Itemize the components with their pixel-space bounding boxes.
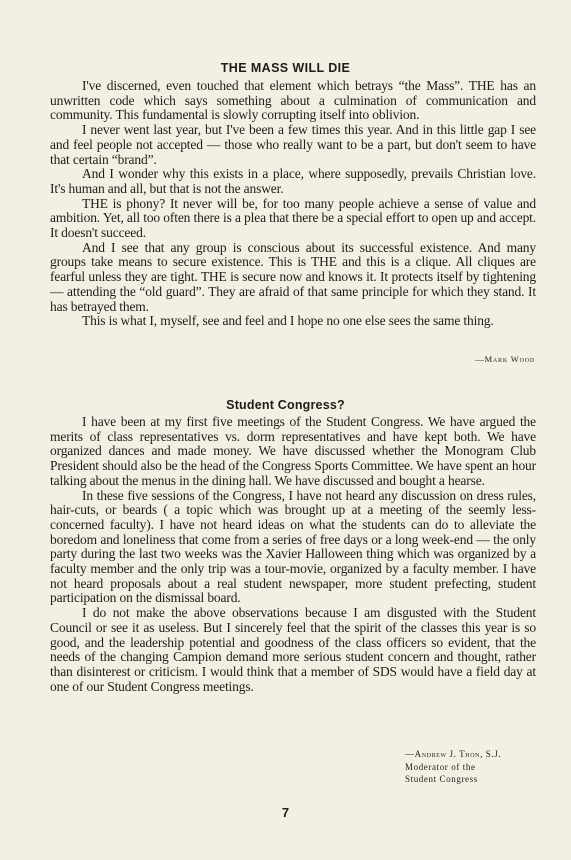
paragraph: And I see that any group is conscious about its successful existence. And many groups take means to secure existence. This is THE and this is a clique. All cliques are fearful unless they are tight. THE is secure now and knows it. It protects itself by tightening — attending the “old guard”. They are afraid of that same principle for which they stand. It has betrayed them. bbox=[50, 239, 536, 314]
paragraph: I do not make the above observations because I am disgusted with the Student Council or see it as useless. But I sincerely feel that the spirit of the classes this year is so good, and the leadership potential and goodness of the class officers so evident, that the needs of the changing Campion demand more serious student concern and thought, rather than disinterest or criticism. I would think that a member of SDS would have a field day at one of our Student Congress meetings. bbox=[50, 605, 536, 694]
article-body-student-congress bbox=[50, 415, 536, 694]
article-body-mass-will-die bbox=[50, 79, 536, 329]
paragraph: This is what I, myself, see and feel and I hope no one else sees the same thing. bbox=[82, 313, 494, 329]
signature-name: —Andrew J. Thon, S.J. bbox=[405, 749, 502, 759]
paragraph: In these five sessions of the Congress, I have not heard any discussion on dress rules, hair-cuts, or beards ( a topic which was brought up at a meeting of the seemly less-concerned faculty). I have not heard ideas on what the students can do to alleviate the boredom and loneliness that come from a series of free days or a long week-end — the only party during the last two weeks was the Xavier Halloween thing which was organized by a faculty member and the only trip was a tour-movie, organized by a faculty member. I have not heard proposals about a real student newspaper, more student prefecting, student participation on the dismissal board. bbox=[50, 487, 536, 606]
author-signature-andrew-thon bbox=[405, 748, 501, 786]
paragraph: THE is phony? It never will be, for too many people achieve a sense of value and ambition. Yet, all too often there is a plea that there be a special effort to open up and accept. It doesn't succeed. bbox=[50, 195, 536, 241]
signature-title: Moderator of the bbox=[405, 761, 476, 772]
paragraph: I never went last year, but I've been a few times this year. And in this little gap I see and feel people not accepted — those who really want to be a part, but don't seem to have that certain “brand”. bbox=[50, 122, 536, 167]
author-signature-mark-wood: —Mark Wood bbox=[475, 354, 535, 364]
article-title-student-congress: Student Congress? bbox=[226, 398, 345, 412]
page-number: 7 bbox=[281, 805, 290, 820]
paragraph: I have been at my first five meetings of the Student Congress. We have argued the merits of class representatives vs. dorm representatives and have kept both. We have organized dances and made money. We have discussed whether the Monogram Club President should also be the head of the Congress Sports Committee. We have spent an hour talking about the menus in the dining hall. We have discussed and bought a hearse. bbox=[50, 414, 536, 488]
article-title-mass-will-die: THE MASS WILL DIE bbox=[220, 61, 351, 75]
paragraph: And I wonder why this exists in a place, where supposedly, prevails Christian love. It's human and all, but that is not the answer. bbox=[50, 166, 536, 196]
paragraph: I've discerned, even touched that element which betrays “the Mass”. THE has an unwritten code which says something about a culmination of communication and community. This fundamental is slowly corrupting itself into oblivion. bbox=[50, 78, 536, 123]
signature-organization: Student Congress bbox=[405, 774, 478, 784]
